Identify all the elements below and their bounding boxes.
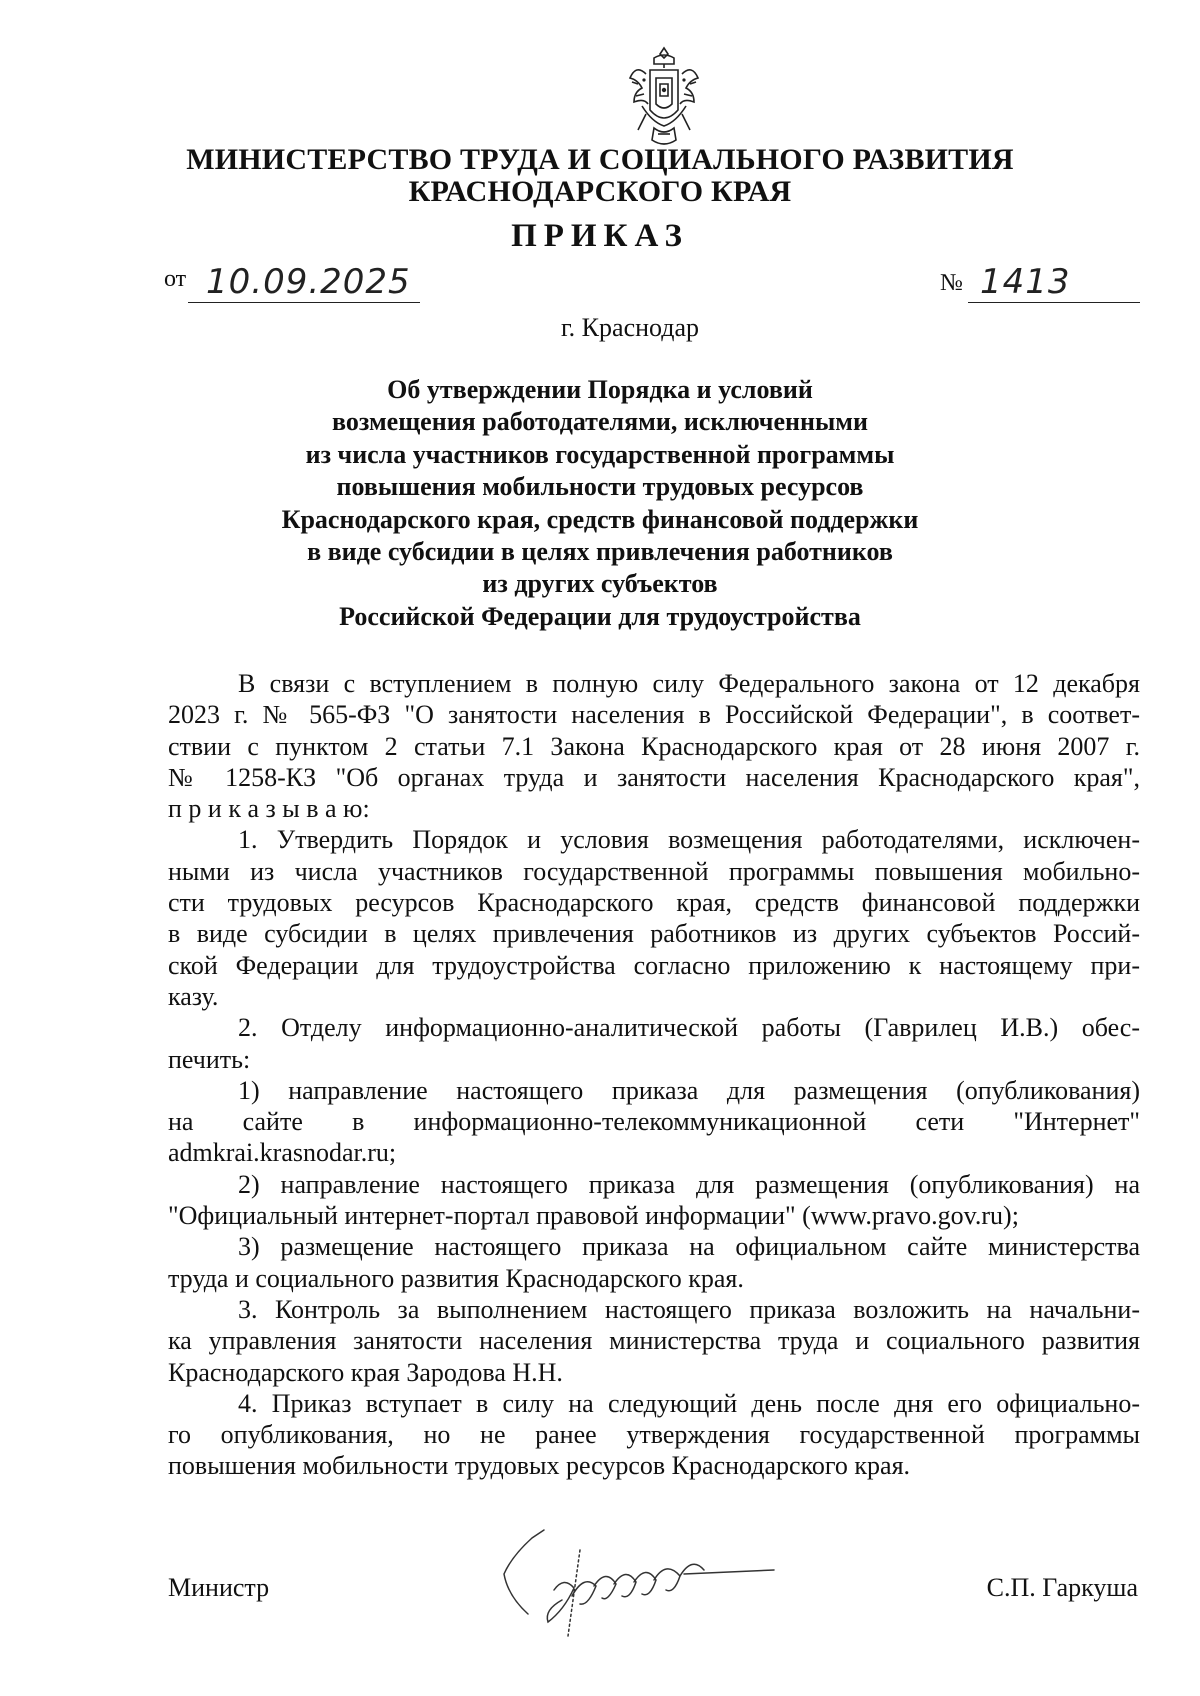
- signatory-name: С.П. Гаркуша: [986, 1573, 1138, 1602]
- clause-2-2: [168, 1169, 1140, 1232]
- text-line: 1. Утвердить Порядок и условия возмещения работодателями, исключен-: [238, 825, 1140, 855]
- clause-4: [168, 1388, 1140, 1482]
- text-line: го опубликования, но не ранее утверждения государственной программы: [168, 1420, 1140, 1450]
- title-line: Российской Федерации для трудоустройства: [339, 601, 861, 631]
- text-line: № 1258-КЗ "Об органах труда и занятости населения Краснодарского края",: [168, 762, 1140, 792]
- ministry-name-line2: КРАСНОДАРСКОГО КРАЯ: [408, 175, 792, 208]
- clause-2-3: [168, 1231, 1140, 1294]
- text-line: труда и социального развития Краснодарского края.: [168, 1263, 744, 1293]
- text-line: сти трудовых ресурсов Краснодарского края, средств финансовой поддержки: [168, 888, 1140, 918]
- text-line: 3) размещение настоящего приказа на официальном сайте министерства: [238, 1232, 1140, 1262]
- title-line: из числа участников государственной программы: [305, 439, 895, 469]
- clause-3: [168, 1294, 1140, 1388]
- order-body: [168, 668, 1140, 1482]
- preamble: [168, 668, 1140, 824]
- text-line: 1) направление настоящего приказа для размещения (опубликования): [238, 1075, 1140, 1105]
- title-line: из других субъектов: [482, 569, 718, 599]
- text-line: в виде субсидии в целях привлечения работников из других субъектов Россий-: [168, 919, 1140, 949]
- order-title: [0, 374, 1200, 633]
- text-line: 2) направление настоящего приказа для размещения (опубликования) на: [238, 1169, 1140, 1199]
- title-line: в виде субсидии в целях привлечения работников: [307, 537, 893, 567]
- text-line: 4. Приказ вступает в силу на следующий день после дня его официально-: [238, 1388, 1140, 1418]
- order-date: 10.09.2025: [206, 262, 411, 302]
- text-line: повышения мобильности трудовых ресурсов Краснодарского края.: [168, 1451, 911, 1481]
- clause-1: [168, 824, 1140, 1012]
- date-underline: [188, 302, 420, 303]
- city: г. Краснодар: [560, 313, 700, 342]
- signature-mark: [484, 1526, 814, 1646]
- text-line: на сайте в информационно-телекоммуникационной сети "Интернет": [168, 1107, 1140, 1137]
- text-line: п р и к а з ы в а ю:: [168, 794, 370, 824]
- signatory-position: Министр: [168, 1573, 270, 1602]
- text-line: "Официальный интернет-портал правовой информации" (www.pravo.gov.ru);: [168, 1201, 1019, 1231]
- text-line: В связи с вступлением в полную силу Федерального закона от 12 декабря: [238, 669, 1140, 698]
- date-prefix: от: [164, 266, 187, 292]
- order-number: 1413: [980, 262, 1071, 302]
- text-line: казу.: [168, 981, 219, 1011]
- text-line: печить:: [168, 1044, 251, 1074]
- document-type: ПРИКАЗ: [511, 218, 689, 254]
- title-line: Об утверждении Порядка и условий: [387, 375, 813, 404]
- coat-of-arms-icon: [624, 44, 704, 152]
- text-line: 3. Контроль за выполнением настоящего приказа возложить на начальни-: [238, 1294, 1140, 1324]
- number-underline: [968, 302, 1140, 303]
- title-line: повышения мобильности трудовых ресурсов: [336, 472, 864, 502]
- clause-2-1: [168, 1075, 1140, 1169]
- ministry-name-line1: МИНИСТЕРСТВО ТРУДА И СОЦИАЛЬНОГО РАЗВИТИЯ: [186, 143, 1014, 176]
- text-line: ными из числа участников государственной программы повышения мобильно-: [168, 856, 1140, 886]
- title-line: возмещения работодателями, исключенными: [332, 407, 868, 437]
- number-prefix: №: [940, 270, 963, 296]
- text-line: ской Федерации для трудоустройства согласно приложению к настоящему при-: [168, 950, 1140, 980]
- title-line: Краснодарского края, средств финансовой поддержки: [281, 504, 919, 534]
- text-line: 2. Отделу информационно-аналитической работы (Гаврилец И.В.) обес-: [238, 1013, 1140, 1043]
- text-line: ствии с пунктом 2 статьи 7.1 Закона Краснодарского края от 28 июня 2007 г.: [168, 731, 1140, 761]
- text-line: Краснодарского края Зародова Н.Н.: [168, 1357, 563, 1387]
- clause-2: [168, 1012, 1140, 1075]
- text-line: admkrai.krasnodar.ru;: [168, 1138, 397, 1168]
- text-line: 2023 г. № 565-ФЗ "О занятости населения в Российской Федерации", в соответ-: [168, 700, 1140, 730]
- text-line: ка управления занятости населения министерства труда и социального развития: [168, 1326, 1140, 1356]
